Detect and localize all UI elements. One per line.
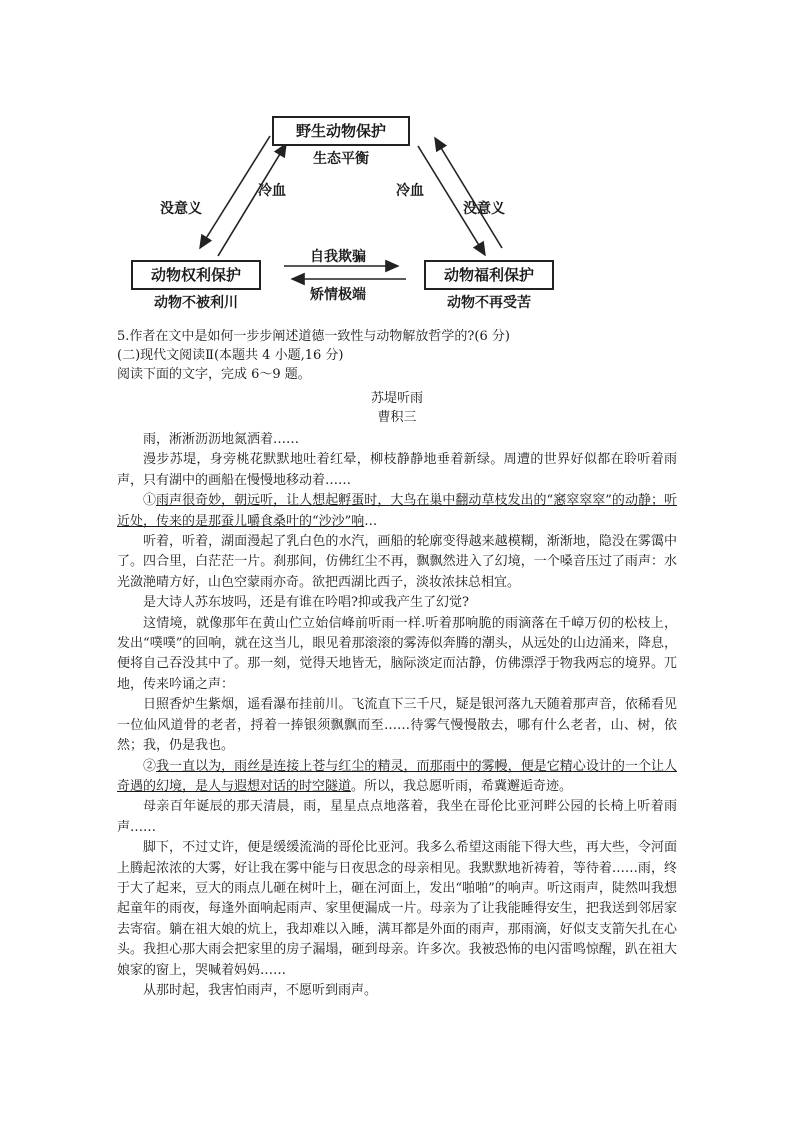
paragraph: 这情境，就像那年在黄山伫立始信峰前听雨一样.听着那响脆的雨滴落在千嶂万仞的松枝上，发出“噗噗”的回响，就在这当儿，眼见着那滚滚的雾涛似奔腾的潮头，从远处的山边涌来，降息，便将自己吞没其中了。那一刻，觉得天地皆无，脑际淡定而沽静，仿佛漂浮于物我两忘的境界。兀地，传来吟诵之声： [117, 615, 677, 692]
label-left-inner: 冷血 [258, 183, 286, 199]
instruction: 阅读下面的文字，完成 6～9 题。 [117, 367, 311, 382]
article-author: 曹积三 [377, 410, 417, 425]
right-box-subtitle: 动物不再受苦 [447, 295, 531, 311]
label-mid-bottom: 矫情极端 [310, 287, 366, 303]
paragraph: 是大诗人苏东坡吗，还是有谁在吟唱?抑或我产生了幻觉? [143, 595, 469, 611]
paragraph: ②我一直以为，雨丝是连接上苍与红尘的精灵，而那雨中的雾幔，便是它精心设计的一个让人奇遇的幻境，是人与遐想对话的时空隧道。所以，我总愿听雨，希冀邂逅奇迹。 [117, 758, 677, 794]
left-box-subtitle: 动物不被利川 [154, 295, 238, 311]
top-box: 野生动物保护 [272, 116, 410, 146]
paragraph: 脚下，不过丈许，便是缓缓流淌的哥伦比亚河。我多么希望这雨能下得大些，再大些，令河面上腾起浓浓的大雾，好让我在雾中能与日夜思念的母亲相见。我默默地祈祷着，等待着……雨，终于大了起来，豆大的雨点儿砸在树叶上，砸在河面上，发出“啪啪”的响声。听这雨声，陡然叫我想起童年的雨夜，每逢外面响起雨声、家里便漏成一片。母亲为了让我能睡得安生，把我送到邻居家去寄宿。躺在祖大娘的炕上，我却难以入睡，满耳都是外面的雨声，那雨滴，好似支支箭矢扎在心头。我担心那大雨会把家里的房子漏塌，砸到母亲。许多次。我被恐怖的电闪雷鸣惊醒，趴在祖大娘家的窗上，哭喊着妈妈…… [117, 840, 677, 978]
paragraph: 从那时起，我害怕雨声，不愿听到雨声。 [143, 982, 378, 998]
arrow-right-to-top [435, 138, 502, 248]
paragraph: 漫步苏堤，身旁桃花默默地吐着红晕，柳枝静静地垂着新绿。周遭的世界好似都在聆听着雨声，只有湖中的画船在慢慢地移动着…… [117, 452, 677, 488]
paragraph: 听着，听着，湖面漫起了乳白色的水汽，画船的轮廓变得越来越模糊，渐渐地，隐没在雾霭中了。四合里，白茫茫一片。刹那间，仿佛红尘不再，飘飘然进入了幻境，一个嗓音压过了雨声：水光潋滟晴方好，山色空蒙雨亦奇。欲把西湖比西子，淡妆浓抹总相宜。 [117, 534, 677, 590]
section-heading: (二)现代文阅读Ⅱ(本题共 4 小题,16 分) [117, 348, 344, 363]
paragraph: 母亲百年诞辰的那天清晨，雨，星星点点地落着，我坐在哥伦比亚河畔公园的长椅上听着雨声…… [117, 799, 677, 835]
ethics-diagram [0, 0, 794, 325]
top-box-subtitle: 生态平衡 [313, 151, 369, 167]
article-body [117, 430, 677, 1001]
label-right-outer: 没意义 [463, 201, 505, 217]
paragraph: 雨，淅淅沥沥地氮洒着…… [143, 432, 300, 447]
question-5: 5.作者在文中是如何一步步阐述道德一致性与动物解放哲学的?(6 分) [117, 329, 510, 344]
left-box: 动物权利保护 [131, 260, 261, 290]
right-box: 动物福利保护 [424, 260, 554, 290]
paragraph: 日照香炉生紫烟，遥看瀑布挂前川。飞流直下三千尺，疑是银河落九天随着那声音，依稀看见一位仙风道骨的老者，捋着一捧银须飘飘而至……待雾气慢慢散去，哪有什么老者，山、树，依然；我，仍是我也。 [117, 697, 677, 754]
paragraph: ①雨声很奇妙，朝远听，让人想起孵蛋时，大鸟在巢中翻动草枝发出的“窸窣窣窣”的动静；听近处，传来的是那蚕儿嚼食桑叶的“沙沙”响… [117, 493, 677, 529]
label-left-outer: 没意义 [160, 201, 202, 217]
article-title: 苏堤听雨 [370, 391, 423, 406]
label-right-inner: 冷血 [396, 183, 424, 199]
label-mid-top: 自我欺骗 [310, 249, 366, 265]
